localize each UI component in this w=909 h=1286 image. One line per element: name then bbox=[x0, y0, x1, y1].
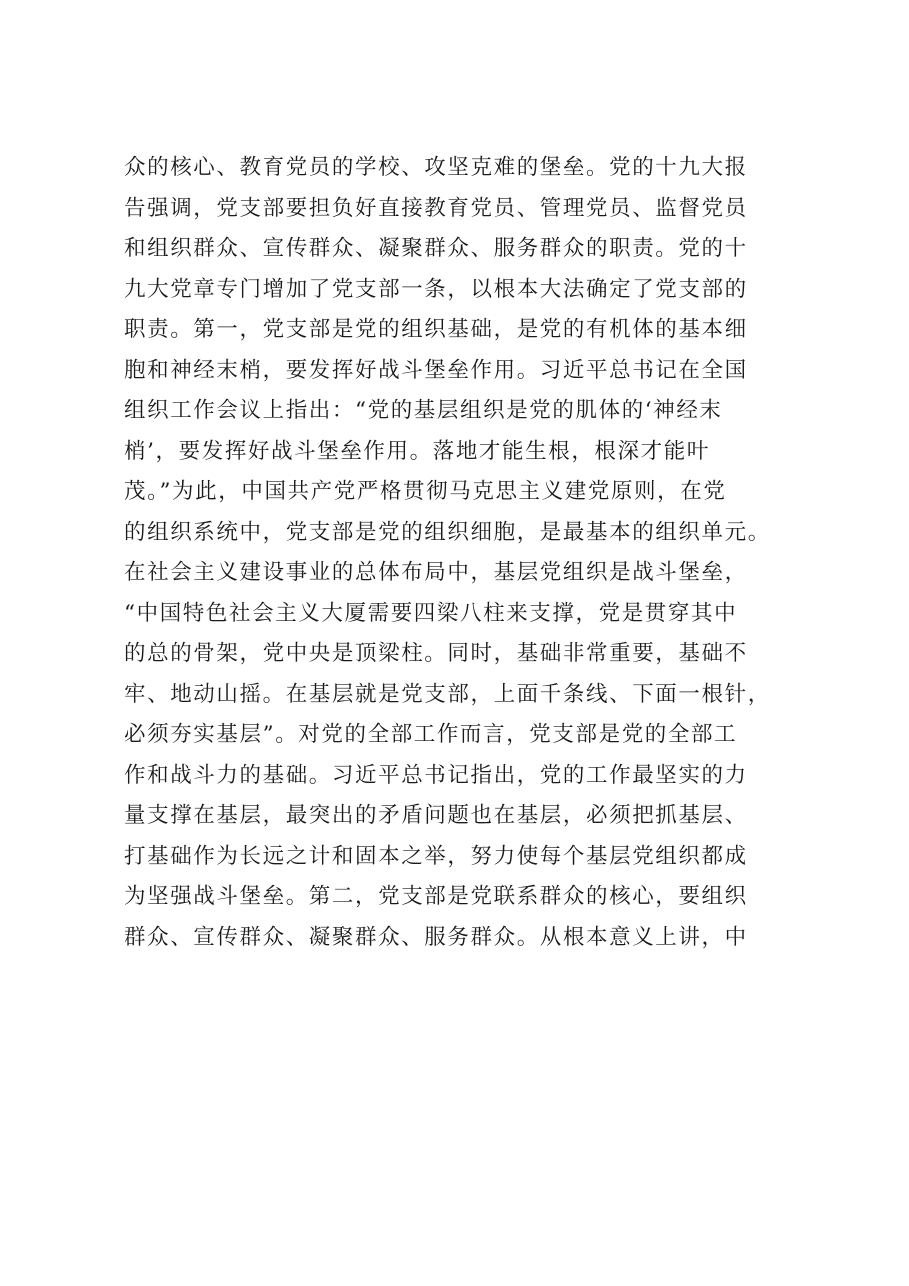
text-line: 职责。第一，党支部是党的组织基础，是党的有机体的基本细 bbox=[124, 317, 748, 342]
text-line: 作和战斗力的基础。习近平总书记指出，党的工作最坚实的力 bbox=[124, 762, 748, 788]
text-line: 群众、宣传群众、凝聚群众、服务群众。从根本意义上讲，中 bbox=[124, 924, 748, 950]
text-line: “中国特色社会主义大厦需要四梁八柱来支撑，党是贯穿其中 bbox=[124, 600, 738, 626]
text-line: 必须夯实基层”。对党的全部工作而言，党支部是党的全部工 bbox=[124, 722, 738, 747]
text-line: 告强调，党支部要担负好直接教育党员、管理党员、监督党员 bbox=[124, 195, 748, 221]
text-line: 和组织群众、宣传群众、凝聚群众、服务群众的职责。党的十 bbox=[124, 236, 748, 261]
text-line: 打基础作为长远之计和固本之举，努力使每个基层党组织都成 bbox=[124, 843, 748, 869]
text-line: 众的核心、教育党员的学校、攻坚克难的堡垒。党的十九大报 bbox=[124, 155, 748, 180]
text-line: 量支撑在基层，最突出的矛盾问题也在基层，必须把抓基层、 bbox=[124, 803, 748, 828]
text-line: 的组织系统中，党支部是党的组织细胞，是最基本的组织单元。 bbox=[124, 519, 771, 545]
text-line: 九大党章专门增加了党支部一条，以根本大法确定了党支部的 bbox=[124, 276, 748, 302]
text-line: 在社会主义建设事业的总体布局中，基层党组织是战斗堡垒， bbox=[124, 560, 748, 585]
text-line: 梢’，要发挥好战斗堡垒作用。落地才能生根，根深才能叶 bbox=[124, 438, 710, 464]
text-line: 为坚强战斗堡垒。第二，党支部是党联系群众的核心，要组织 bbox=[124, 884, 748, 909]
text-line: 牢、地动山摇。在基层就是党支部，上面千条线、下面一根针， bbox=[124, 681, 771, 707]
text-line: 组织工作会议上指出：“党的基层组织是党的肌体的‘神经末 bbox=[124, 398, 723, 423]
text-line: 的总的骨架，党中央是顶梁柱。同时，基础非常重要，基础不 bbox=[124, 641, 748, 666]
body-text bbox=[124, 148, 824, 958]
text-line: 胞和神经末梢，要发挥好战斗堡垒作用。习近平总书记在全国 bbox=[124, 357, 748, 383]
text-line: 茂。”为此，中国共产党严格贯彻马克思主义建党原则，在党 bbox=[124, 479, 727, 504]
